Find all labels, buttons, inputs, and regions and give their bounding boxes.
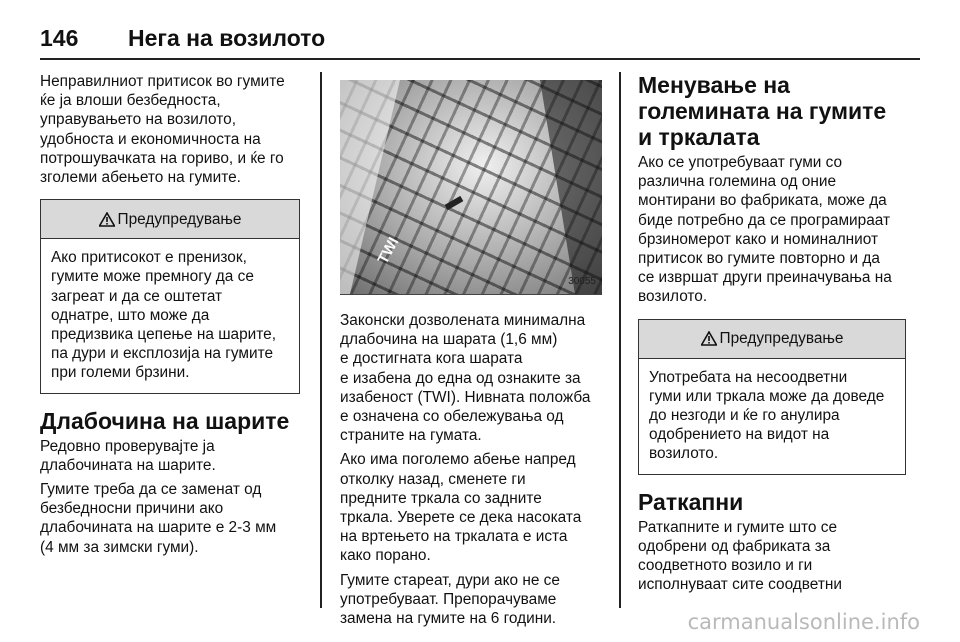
front-rear-wear-paragraph: Ако има поголемо абење напред отколку назад, сменете ги предните тркала со задните тркала. Уверете се дека насоката на вртењето на тркалата е иста како порано. [340,451,582,565]
column-divider [619,72,621,608]
page-number: 146 [40,24,79,51]
page-title: Нега на возилото [128,24,326,51]
warning-body: Ако притисокот е пренизок, гумите може премногу да се загреат и да се оштетат однатре, што може да предизвика цепење на шарите, па дури и експлозија на гумите при големи брзини. [51,249,276,382]
intro-paragraph: Неправилниот притисок во гумите ќе ја влоши безбедноста, управувањето на возилото, удобноста и економичноста на потрошувачката на гориво, и ќе го зголеми абењето на гумите. [40,73,285,187]
tread-replace-paragraph: Гумите треба да се заменат од безбедносни причини ако длабочината на шарите е 2-3 мм (4 мм за зимски гуми). [40,481,277,556]
twi-marking-label: TWI [374,234,403,267]
column-middle [340,72,602,633]
watermark: carmanualsonline.info [687,610,920,634]
warning-box [638,319,906,475]
figure-code: 30055 [568,275,596,287]
page-header [40,18,920,60]
column-divider [320,72,322,608]
section-heading-size-change: Менување на големината на гумите и тркалата [638,72,887,150]
warning-header [639,320,905,359]
tire-aging-paragraph: Гумите стареат, дури ако не се употребуваат. Препорачуваме замена на гумите на 6 години. [340,571,560,628]
size-change-paragraph: Ако се употребуваат гуми со различна големина од оние монтирани во фабриката, може да биде потребно да се програмираат брзиномерот како и номиналниот притисок во гумите повторно и да се извршат други преиначувања на возилото. [638,154,892,306]
warning-triangle-icon [701,331,717,346]
hubcaps-paragraph: Раткапните и гумите што се одобрени од фабриката за соодветното возило и ги исполнуваат сите соодветни [638,518,842,594]
tire-tread-figure [340,80,602,295]
warning-header [41,200,299,239]
tire-tread-illustration [340,80,602,294]
warning-body: Употребата на несоодветни гуми или тркала може да доведе до незгоди и ќе го анулира одобрението на видот на возилото. [649,368,885,463]
warning-box [40,199,300,393]
column-left [40,72,300,562]
section-heading-tread-depth: Длабочина на шарите [40,407,290,434]
column-right [638,72,906,599]
legal-minimum-paragraph: Законски дозволената минимална длабочина на шарата (1,6 мм) е достигната кога шарата е изабена до една од ознаките за изабеност (TWI). Нивната положба е означена со обележувања од страните на гумата. [340,312,591,445]
warning-title: Предупредување [117,210,242,228]
warning-triangle-icon [99,212,115,227]
warning-title: Предупредување [719,330,844,348]
section-heading-hubcaps: Раткапни [638,488,744,515]
tread-check-paragraph: Редовно проверувајте ја длабочината на шарите. [40,437,216,474]
